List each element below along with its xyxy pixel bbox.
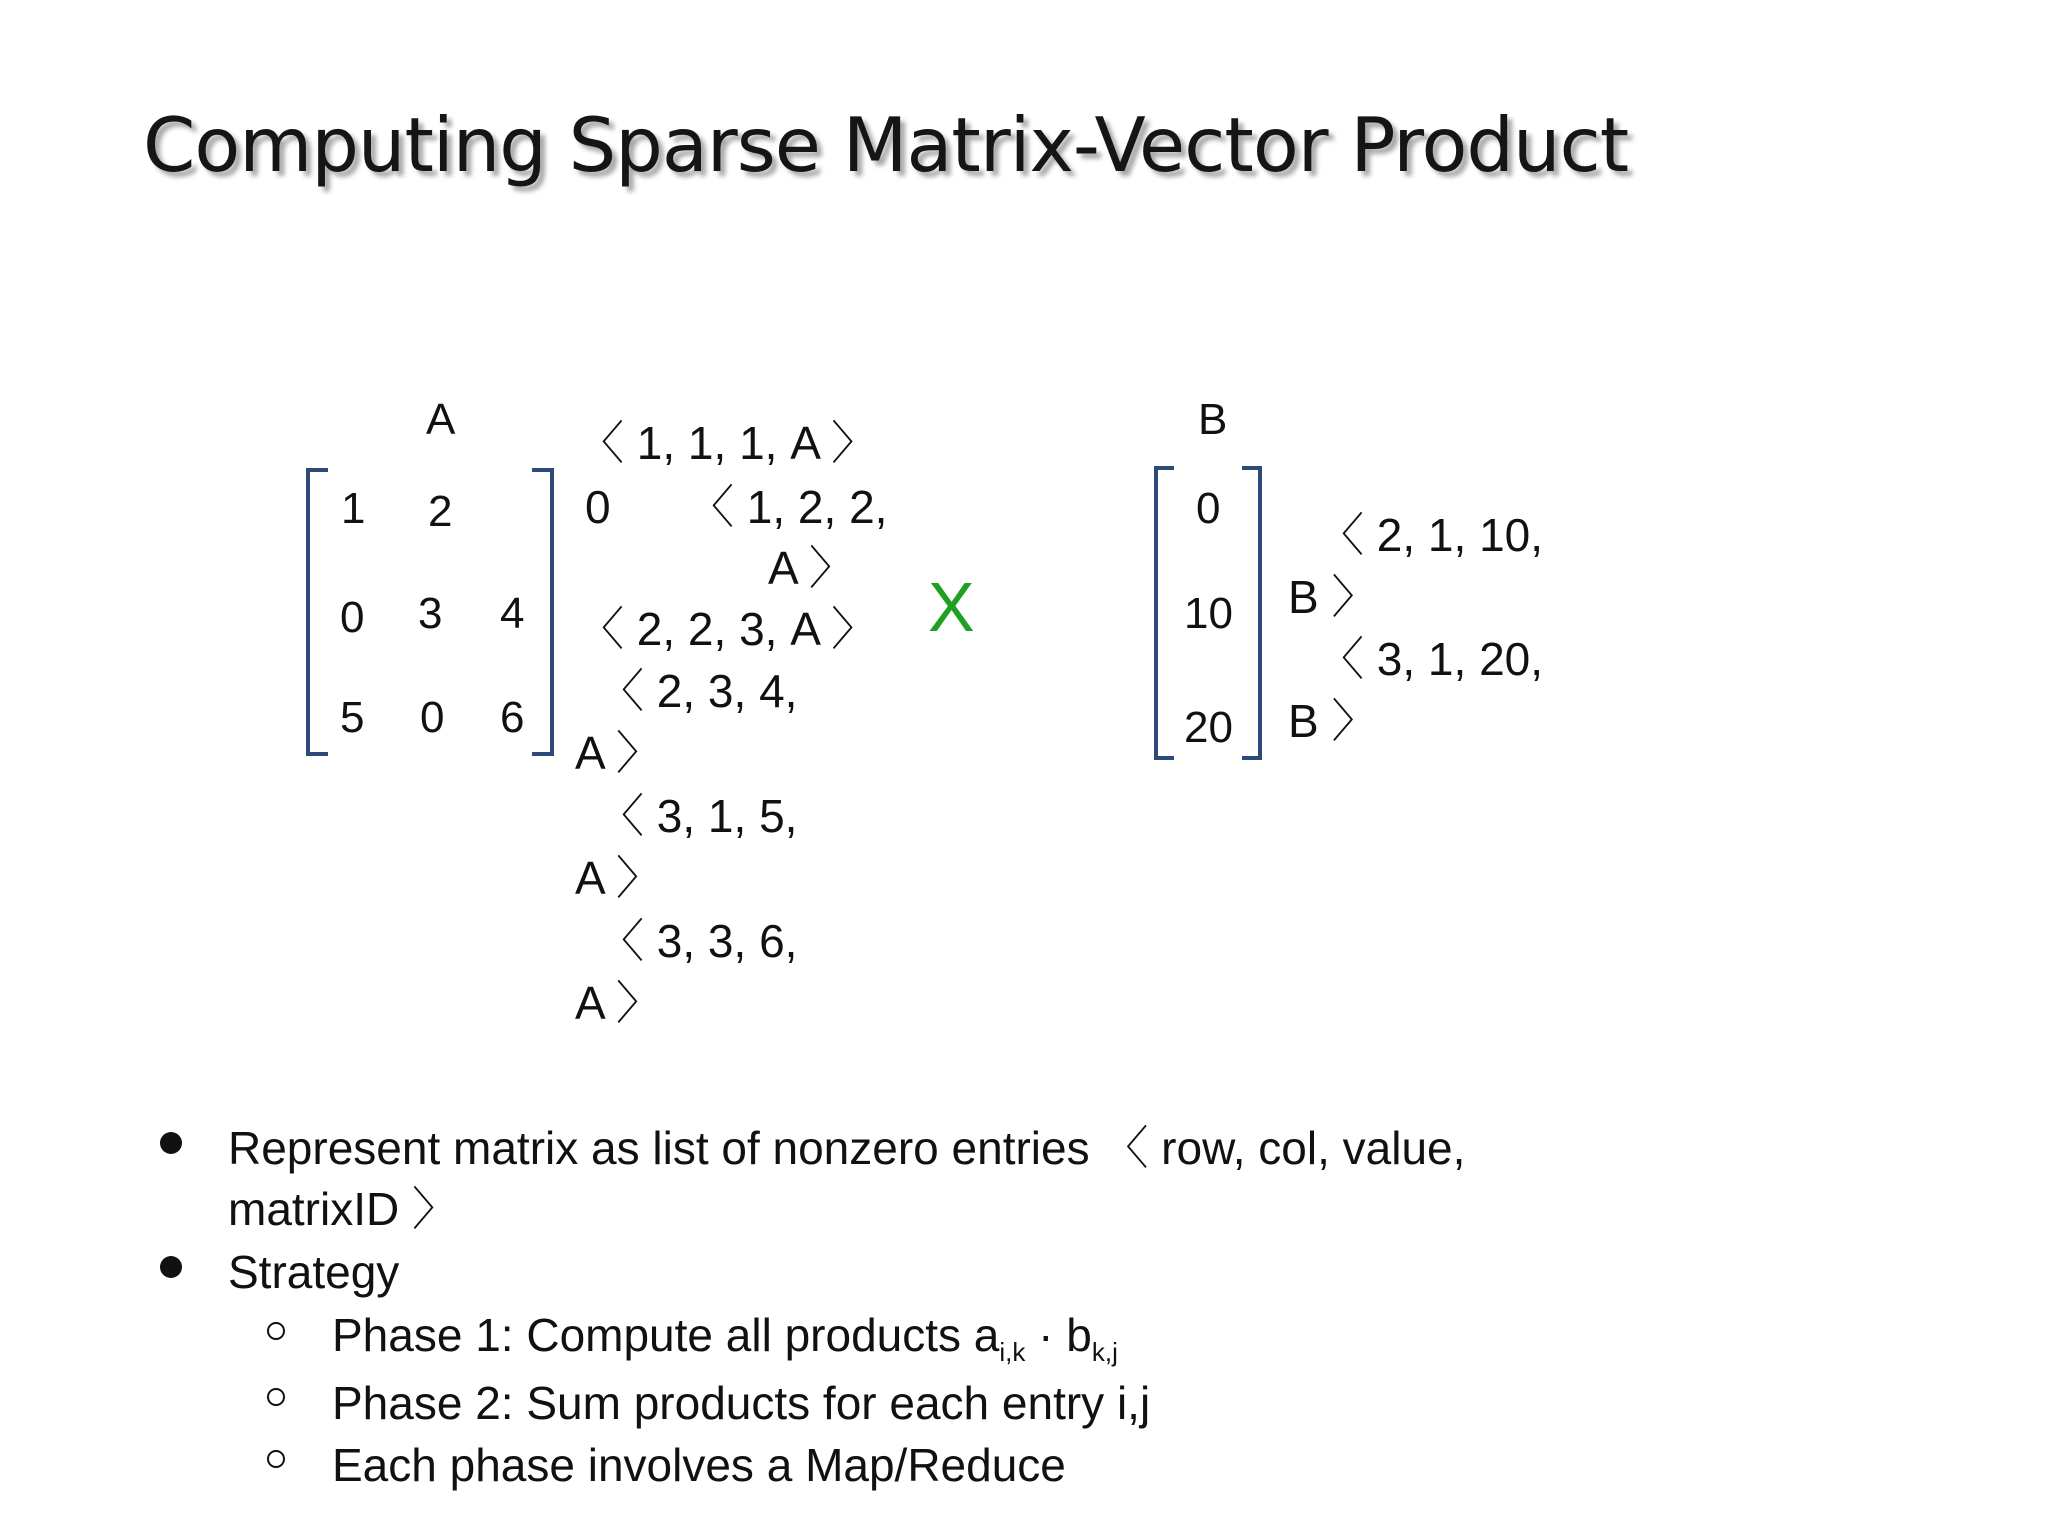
tuple-b: 〈 2, 1, 10,: [1318, 509, 1544, 561]
vector-b-cell: 0: [1196, 484, 1221, 533]
sub-bullet-text: Each phase involves a Map/Reduce: [332, 1439, 1066, 1491]
tuple-a: 〈 2, 3, 4,: [598, 665, 798, 717]
matrix-a-cell: 6: [500, 693, 525, 742]
sub-bullet-text-main: Phase 1: Compute all products a: [332, 1309, 1000, 1361]
bullet-text-continued: matrixID 〉: [228, 1183, 458, 1235]
matrix-a-cell: 1: [341, 484, 366, 533]
sub-bullet-circle: [267, 1388, 285, 1406]
matrix-a-cell: 4: [500, 589, 525, 638]
times-sign: X: [928, 568, 975, 646]
tuple-b: B 〉: [1288, 695, 1378, 747]
bullet-dot: [160, 1256, 182, 1278]
tuple-a: 〈 2, 2, 3, A 〉: [578, 603, 878, 655]
slide-title: Computing Sparse Matrix-Vector Product: [143, 101, 1629, 189]
tuple-a: 〈 3, 3, 6,: [598, 915, 798, 967]
subscript: k,j: [1091, 1337, 1118, 1367]
vector-b-cell: 10: [1184, 589, 1233, 638]
sub-bullet-circle: [267, 1450, 285, 1468]
bullet-text: Strategy: [228, 1246, 400, 1298]
matrix-a-cell: 5: [340, 693, 365, 742]
matrix-a-cell: 3: [418, 589, 443, 638]
tuple-a: 〈 3, 1, 5,: [598, 790, 798, 842]
tuple-b: 〈 3, 1, 20,: [1318, 633, 1544, 685]
tuple-a: 〈 1, 1, 1, A 〉: [578, 417, 878, 469]
sub-bullet-text-mid: · b: [1025, 1309, 1092, 1361]
matrix-a-cell: 2: [428, 487, 453, 536]
matrix-a-cell: 0: [420, 693, 445, 742]
matrix-a-label: A: [426, 395, 456, 444]
bullet-dot: [160, 1132, 182, 1154]
subscript: i,k: [999, 1337, 1026, 1367]
bullet-text: Represent matrix as list of nonzero entries 〈 row, col, value,: [228, 1122, 1466, 1174]
sub-bullet-circle: [267, 1322, 285, 1340]
tuple-a: A 〉: [575, 852, 662, 904]
tuple-a: A 〉: [575, 977, 662, 1029]
matrix-a-cell: 0: [340, 593, 365, 642]
sub-bullet-text: [332, 1309, 1118, 1367]
tuple-a: A 〉: [768, 542, 855, 594]
tuple-a-zero: 0: [585, 481, 611, 533]
vector-b-cell: 20: [1184, 703, 1233, 752]
vector-b-label: B: [1198, 395, 1228, 444]
tuple-b: B 〉: [1288, 571, 1378, 623]
tuple-a: 〈 1, 2, 2,: [688, 481, 888, 533]
sub-bullet-text: Phase 2: Sum products for each entry i,j: [332, 1377, 1151, 1429]
tuple-a: A 〉: [575, 727, 662, 779]
